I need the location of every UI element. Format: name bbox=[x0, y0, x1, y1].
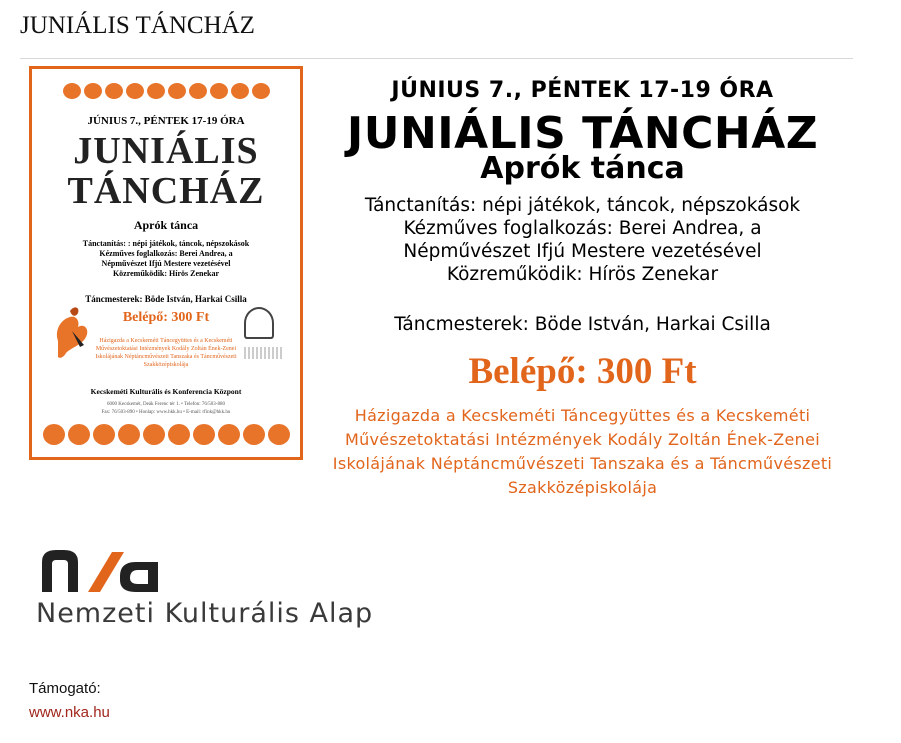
sponsor-link[interactable]: www.nka.hu bbox=[29, 704, 110, 721]
poster-price: Belépő: 300 Ft bbox=[122, 310, 210, 325]
poster-info: Tánctanítás: : népi játékok, táncok, népszokások Kézműves foglalkozás: Berei Andrea, a Népművészet Ifjú Mestere vezetésével Közreműködik: Hírös Zenekar bbox=[82, 239, 250, 278]
poster-date: JÚNIUS 7., PÉNTEK 17-19 ÓRA bbox=[87, 115, 245, 127]
nka-logo bbox=[36, 525, 376, 635]
poster-host: Házigazda a Kecskeméti Táncegyüttes és a Kecskeméti Művészetoktatási Intézmények Kodály Zoltán Ének-Zenei Iskolájának Néptáncművészeti Tanszaka és Táncművészeti Szakközépiskolája bbox=[95, 338, 237, 368]
nka-logo-name: Nemzeti Kulturális Alap bbox=[36, 598, 374, 629]
poster-venue: Kecskeméti Kulturális és Konferencia Központ bbox=[90, 387, 242, 396]
sponsor-label: Támogató: bbox=[29, 680, 101, 697]
dance-masters: Táncmesterek: Böde István, Harkai Csilla bbox=[394, 314, 771, 335]
poster-masters: Táncmesterek: Böde István, Harkai Csilla bbox=[85, 294, 247, 304]
nka-logo-letters: nka bbox=[36, 525, 65, 544]
event-date: JÚNIUS 7., PÉNTEK 17-19 ÓRA bbox=[391, 78, 774, 103]
host-text: Házigazda a Kecskeméti Táncegyüttes és a Kecskeméti Művészetoktatási Intézmények Kodály Zoltán Ének-Zenei Iskolájának Néptáncművészeti Tanszaka és a Táncművészeti Szakközépiskolája bbox=[332, 406, 833, 497]
event-program bbox=[310, 194, 855, 286]
poster-address: 6000 Kecskemét, Deák Ferenc tér 1. • Telefon: 76/503-880 Fax: 76/503-890 • Honlap: www.hkk.hu • E-mail: rfink@hkk.hu bbox=[101, 402, 231, 415]
poster-title-line2: TÁNCHÁZ bbox=[67, 170, 265, 212]
ornament-row-bottom bbox=[32, 424, 300, 445]
ticket-price: Belépő: 300 Ft bbox=[468, 351, 697, 392]
band-line: Közreműködik: Hírös Zenekar bbox=[446, 264, 719, 285]
poster-title-line1: JUNIÁLIS bbox=[73, 130, 259, 172]
ornament-row-top bbox=[32, 83, 300, 99]
page-title: JUNIÁLIS TÁNCHÁZ bbox=[20, 12, 255, 39]
supporter-logo-icon bbox=[244, 347, 284, 359]
craft-line-1: Kézműves foglalkozás: Berei Andrea, a bbox=[403, 218, 762, 239]
title-divider bbox=[20, 58, 853, 59]
teaching-line: Tánctanítás: népi játékok, táncok, népszokások bbox=[364, 195, 801, 216]
event-title: JUNIÁLIS TÁNCHÁZ bbox=[346, 108, 819, 159]
craft-line-2: Népművészet Ifjú Mestere vezetésével bbox=[403, 241, 762, 262]
school-logo-icon bbox=[244, 307, 274, 339]
event-subtitle: Aprók tánca bbox=[480, 151, 685, 186]
poster-subtitle: Aprók tánca bbox=[133, 218, 199, 232]
folk-bird-icon bbox=[50, 301, 92, 361]
nka-logo-mark-icon bbox=[36, 525, 166, 596]
event-poster-image[interactable] bbox=[29, 66, 303, 460]
